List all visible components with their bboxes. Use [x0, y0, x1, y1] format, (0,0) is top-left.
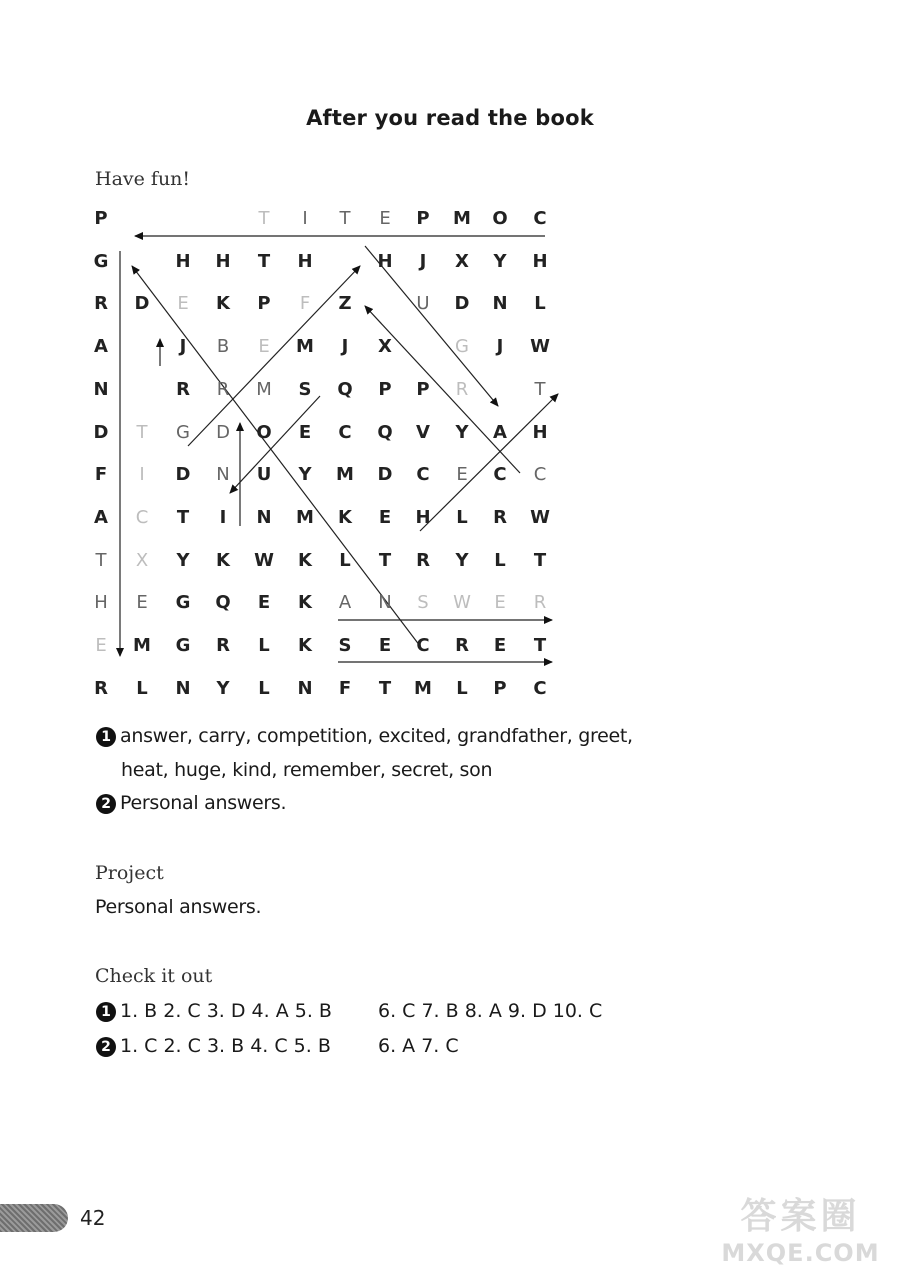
grid-letter: T — [534, 378, 546, 400]
check-row-2-part-a: 1. C 2. C 3. B 4. C 5. B — [120, 1035, 331, 1057]
grid-letter: O — [256, 421, 272, 443]
check-row-1-part-a: 1. B 2. C 3. D 4. A 5. B — [120, 1000, 332, 1022]
grid-letter: P — [94, 208, 108, 229]
check-row-1 — [96, 1000, 603, 1022]
grid-letter: T — [533, 635, 547, 656]
grid-letter: P — [493, 677, 507, 699]
grid-letter: M — [256, 378, 272, 400]
grid-letter: S — [338, 635, 352, 656]
answer-2 — [96, 791, 286, 815]
grid-letter: I — [219, 506, 227, 528]
grid-letter: E — [494, 592, 506, 614]
grid-letter: Q — [377, 421, 393, 443]
grid-letter: H — [532, 421, 548, 443]
grid-letter: D — [134, 293, 150, 315]
grid-letter: T — [339, 208, 351, 229]
grid-letter: M — [296, 506, 314, 528]
grid-letter: F — [338, 677, 352, 699]
grid-letter: T — [136, 421, 148, 443]
grid-letter: F — [299, 293, 311, 315]
grid-letter: P — [378, 378, 392, 400]
grid-letter: E — [136, 592, 148, 614]
grid-letter: S — [298, 378, 312, 400]
watermark-line-1: 答案圈 — [740, 1196, 861, 1237]
check-row-1-part-b: 6. C 7. B 8. A 9. D 10. C — [378, 1000, 603, 1022]
grid-letter: C — [416, 635, 430, 656]
answer-1 — [96, 724, 633, 748]
grid-letter: Q — [215, 592, 231, 614]
grid-letter: P — [257, 293, 271, 315]
grid-letter: U — [416, 293, 430, 315]
grid-letter: L — [339, 549, 351, 571]
grid-letter: M — [336, 464, 354, 486]
grid-letter: Y — [298, 464, 312, 486]
grid-letter: R — [455, 378, 469, 400]
grid-letter: K — [216, 549, 230, 571]
grid-letter: H — [377, 250, 393, 272]
grid-letter: E — [257, 592, 271, 614]
grid-letter: A — [94, 506, 108, 528]
grid-letter: R — [533, 592, 547, 614]
grid-letter: C — [533, 677, 547, 699]
page-tab-decoration — [0, 1204, 68, 1232]
grid-letter: N — [378, 592, 392, 614]
number-badge-1: 1 — [96, 727, 116, 747]
grid-letter: M — [133, 635, 151, 656]
grid-letter: X — [135, 549, 149, 571]
grid-letter: E — [456, 464, 468, 486]
grid-letter: G — [175, 635, 191, 656]
grid-letter: E — [258, 336, 270, 358]
grid-letter: U — [256, 464, 272, 486]
grid-letter: H — [215, 250, 231, 272]
grid-letter: N — [216, 464, 230, 486]
grid-letter: X — [378, 336, 392, 358]
grid-letter: K — [298, 635, 312, 656]
answer-1-line-2: heat, huge, kind, remember, secret, son — [121, 759, 493, 781]
grid-letter: A — [338, 592, 352, 614]
project-label: Project — [95, 862, 164, 884]
grid-letter: D — [454, 293, 470, 315]
grid-letter: Y — [216, 677, 230, 699]
grid-letter: L — [534, 293, 546, 315]
grid-letter: H — [415, 506, 431, 528]
watermark-line-2: MXQE.COM — [721, 1239, 880, 1267]
grid-letter: W — [453, 592, 471, 614]
grid-letter: B — [216, 336, 230, 358]
grid-letter: Y — [176, 549, 190, 571]
grid-letter: E — [378, 506, 392, 528]
page-title: After you read the book — [306, 106, 594, 130]
grid-letter: L — [136, 677, 148, 699]
grid-letter: R — [455, 635, 469, 656]
grid-letter: K — [298, 549, 312, 571]
number-badge-2: 2 — [96, 794, 116, 814]
grid-letter: Q — [337, 378, 353, 400]
grid-letter: N — [175, 677, 191, 699]
grid-letter: G — [93, 250, 109, 272]
check-row-2-part-b: 6. A 7. C — [378, 1035, 459, 1057]
grid-letter: D — [216, 421, 230, 443]
grid-letter: N — [492, 293, 508, 315]
check-row-2 — [96, 1035, 459, 1057]
grid-letter: L — [456, 677, 468, 699]
check-it-out-label: Check it out — [95, 965, 213, 987]
grid-letter: I — [139, 464, 145, 486]
grid-letter: Y — [493, 250, 507, 272]
grid-letter: C — [338, 421, 352, 443]
grid-letter: E — [298, 421, 312, 443]
grid-letter: P — [416, 378, 430, 400]
grid-letter: T — [258, 208, 270, 229]
have-fun-label: Have fun! — [95, 168, 191, 190]
grid-letter: R — [493, 506, 507, 528]
number-badge-check-1: 1 — [96, 1002, 116, 1022]
grid-letter: K — [338, 506, 352, 528]
grid-letter: C — [493, 464, 507, 486]
number-badge-check-2: 2 — [96, 1037, 116, 1057]
grid-letter: T — [378, 549, 392, 571]
grid-letter: F — [94, 464, 108, 486]
page-number: 42 — [80, 1206, 106, 1230]
grid-letter: E — [379, 208, 391, 229]
grid-letter: H — [532, 250, 548, 272]
grid-letter: C — [533, 208, 547, 229]
grid-letter: T — [533, 549, 547, 571]
grid-letter: E — [177, 293, 189, 315]
grid-letter: R — [416, 549, 430, 571]
grid-letter: J — [179, 336, 187, 358]
grid-letter: H — [94, 592, 108, 614]
grid-letter: N — [256, 506, 272, 528]
grid-letter: R — [216, 635, 230, 656]
grid-letter: Y — [455, 421, 469, 443]
grid-letter: T — [257, 250, 271, 272]
grid-letter: A — [94, 336, 108, 358]
grid-letter: Y — [455, 549, 469, 571]
grid-letter: T — [95, 549, 107, 571]
grid-letter: M — [296, 336, 314, 358]
grid-letter: T — [378, 677, 392, 699]
grid-letter: D — [93, 421, 109, 443]
grid-letter: C — [533, 464, 547, 486]
grid-letter: L — [258, 677, 270, 699]
grid-letter: G — [455, 336, 469, 358]
grid-letter: L — [258, 635, 270, 656]
grid-letter: M — [453, 208, 471, 229]
grid-letter: S — [417, 592, 429, 614]
answer-2-text: Personal answers. — [120, 792, 287, 814]
grid-letter: X — [455, 250, 469, 272]
project-text: Personal answers. — [95, 896, 262, 918]
grid-letter: A — [493, 421, 507, 443]
grid-letter: Z — [338, 293, 352, 315]
grid-letter: J — [419, 250, 427, 272]
grid-letter: L — [456, 506, 468, 528]
grid-letter: L — [494, 549, 506, 571]
grid-letter: M — [414, 677, 432, 699]
grid-letter: I — [302, 208, 308, 229]
word-search-grid — [80, 196, 580, 706]
grid-letter: N — [297, 677, 313, 699]
grid-letter: W — [530, 506, 550, 528]
watermark — [713, 1188, 888, 1268]
grid-letter: K — [216, 293, 230, 315]
grid-letter: R — [216, 378, 230, 400]
grid-letter: J — [496, 336, 504, 358]
grid-letter: V — [416, 421, 430, 443]
grid-letter: G — [176, 421, 190, 443]
grid-letter: E — [95, 635, 107, 656]
grid-letter: T — [176, 506, 190, 528]
grid-letter: R — [94, 293, 108, 315]
grid-letter: N — [93, 378, 109, 400]
grid-letter: J — [341, 336, 349, 358]
grid-letter: R — [176, 378, 190, 400]
grid-letter: H — [297, 250, 313, 272]
grid-letter: C — [135, 506, 149, 528]
grid-letter: W — [254, 549, 274, 571]
grid-letter: W — [530, 336, 550, 358]
grid-letter: E — [378, 635, 392, 656]
grid-letter: O — [492, 208, 508, 229]
grid-letter: R — [94, 677, 108, 699]
grid-letter: K — [298, 592, 312, 614]
answer-1-line-1: answer, carry, competition, excited, grandfather, greet, — [120, 725, 633, 747]
grid-letter: C — [416, 464, 430, 486]
grid-letter: P — [416, 208, 430, 229]
grid-letter: E — [493, 635, 507, 656]
grid-letter: D — [377, 464, 393, 486]
grid-letter: D — [175, 464, 191, 486]
grid-letter: G — [175, 592, 191, 614]
grid-letter: H — [175, 250, 191, 272]
